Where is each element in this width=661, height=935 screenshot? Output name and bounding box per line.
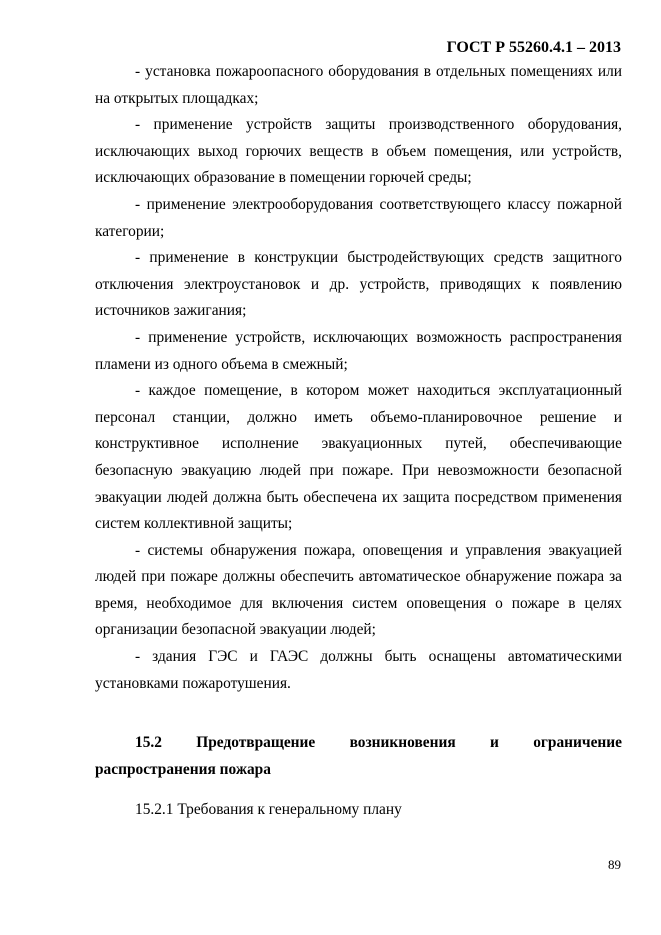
section-title-word: Предотвращение: [196, 734, 316, 751]
list-item-flame-spread: - применение устройств, исключающих возможность распространения пламени из одного объема в смежный;: [95, 328, 622, 373]
list-item-protection-devices: - применение устройств защиты производственного оборудования, исключающих выход горючих веществ в объем помещения, или устройств, исключающих образование в помещении горючей среды;: [95, 116, 622, 187]
section-title-continuation: распространения пожара: [95, 760, 271, 778]
section-title-word: и: [490, 734, 499, 751]
section-title-word: возникновения: [349, 734, 456, 751]
list-item-fire-detection: - системы обнаружения пожара, оповещения и управления эвакуацией людей при пожаре должны обеспечить автоматическое обнаружение пожара за время, необходимое для включения систем оповещения о пожаре в целях организации безопасной эвакуации людей;: [95, 541, 622, 639]
subsection-title: 15.2.1 Требования к генеральному плану: [135, 801, 402, 818]
list-item-electrical-equipment: - применение электрооборудования соответствующего классу пожарной категории;: [95, 195, 622, 240]
list-item-fire-extinguishing: - здания ГЭС и ГАЭС должны быть оснащены автоматическими установками пожаротушения.: [95, 648, 622, 692]
document-code-header: ГОСТ Р 55260.4.1 – 2013: [446, 39, 621, 56]
body-text: [95, 59, 622, 697]
section-title-word: ограничение: [533, 734, 622, 751]
section-heading: [95, 730, 622, 783]
page-number: 89: [608, 857, 621, 872]
section-heading-line1: [95, 730, 622, 757]
section-number: 15.2: [135, 734, 162, 751]
list-item-equipment-placement: - установка пожароопасного оборудования в отдельных помещениях или на открытых площадках;: [95, 63, 622, 107]
list-item-evacuation: - каждое помещение, в котором может находиться эксплуатационный персонал станции, должно иметь объемо-планировочное решение и конструктивное исполнение эвакуационных путей, обеспечивающие безопасную эвакуацию людей при пожаре. При невозможности безопасной эвакуации людей должна быть обеспечена их защита посредством применения систем коллективной защиты;: [95, 382, 622, 533]
list-item-fast-shutdown: - применение в конструкции быстродействующих средств защитного отключения электроустановок и др. устройств, приводящих к появлению источников зажигания;: [95, 249, 622, 320]
